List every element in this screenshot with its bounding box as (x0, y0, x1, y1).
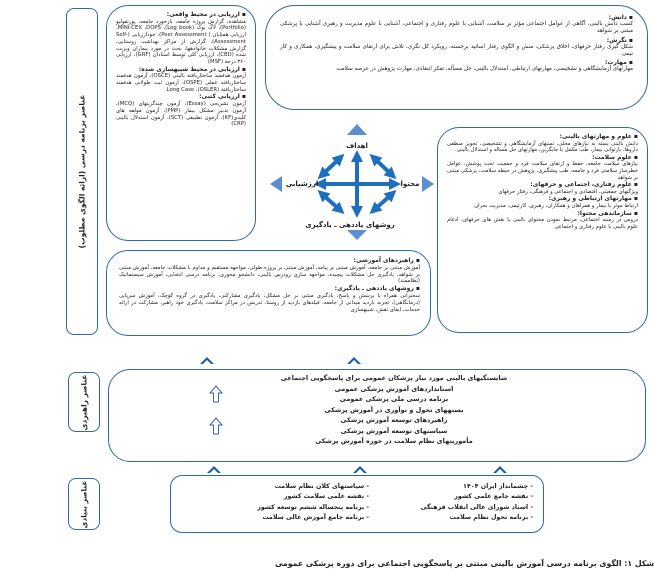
eval-text-sim: آزمون هدفمند ساختاریافته بالینی (OSCE)، آزمون هدفمند ساختاریافته عملی (OSPE)، آزمون ثبت طولانی هدفمند ساختاریافته (OSLER)، Long Case (116, 73, 247, 93)
diag-arrow-se (374, 194, 392, 210)
content-text-health: نیازهای سلامت جامعه، حفظ و ارتقای سلامت فرد و جمعیت تحت پوشش، عوامل خطرساز سلامتی فرد و جامعه، طب پیشگیری، پژوهش در حیطه سلامت، پزشکی مبتنی بر شواهد (447, 161, 638, 181)
foundational-item: - نقشه جامع علمی کشور (454, 493, 533, 501)
strategic-item: شایستگیهای بالینی مورد نیاز پزشکان عمومی برای پاسخگویی اجتماعی (280, 374, 508, 382)
foundational-item: - چشمانداز ایران ۱۴۰۴ (463, 483, 533, 490)
center-label-methods: روشهای یاددهی ـ یادگیری (305, 221, 395, 229)
center-label-goals: اهداف (346, 142, 368, 150)
strategic-box (108, 369, 646, 462)
strategic-item: راهبردهای توسعه آموزش پزشکی (340, 416, 448, 424)
strategic-item: بستههای تحول و نوآوری در آموزش پزشکی (324, 405, 464, 414)
triangle-down (347, 230, 367, 240)
foundational-item: - نقشه علمی سلامت کشور (283, 493, 369, 501)
cross-arrows (320, 156, 395, 212)
content-box (437, 127, 648, 333)
content-text-organization: دروس در زمینه اجتماعی، مرتبط نمودن محتوای بالینی با نقش های حرفهای، ادغام علوم بالینی با علوم رفتاری و اجتماعی (447, 217, 638, 230)
eval-text-written: آزمون تشریحی (Essay)، آزمون چندگزینهای (MCQ)، آزمون تدبیر مشکل بیمار (PMP)، آزمون مولفه های کلیدی(KF)، آزمون تطبیقی (SCT)، آزمون استدلال بالینی (CRP) (116, 101, 247, 128)
diag-arrow-nw (374, 158, 392, 175)
goals-text-skill: مهارتهای آزمایشگاهی و تشخیصی، مهارتهای ارتباطی، استدلال بالینی، حل مسأله، تفکر انتقادی، مهارت پژوهش در عرصه سلامت (336, 66, 633, 73)
side-label-strategic-text: عناصر راهبردی (79, 373, 89, 431)
chevron-up-icon (347, 356, 361, 364)
goals-text-attitude: شکل گیری رفتار حرفهای، اخلاق پزشکی، منش و الگوی رفتار اساتید برجسته، رویکرد کل نگری، تلاش برای ارتقای سلامت و پیشگیری، همکاری و کار تیمی (280, 43, 633, 58)
content-heading-health: ▪ علوم سلامت: (447, 155, 638, 162)
chevron-up-icon (207, 465, 221, 473)
content-text-clinical: دانش بالینی بسته به نیازهای محلی، تستهای آزمایشگاهی و تشخیصی، تجویز منطقی داروها، بازتوانی بیمار، طب مکمل یا جایگزین، مهارتهای حل مساله و استدلال بالینی. (447, 140, 638, 154)
hollow-arrow-up-icon (209, 417, 223, 435)
content-text-behavioral: ویژگیهای جمعیتی، اقتصادی و اجتماعی و فرهنگی، رفتار حرفهای (498, 188, 638, 195)
foundational-left-col (209, 482, 369, 523)
methods-box (106, 250, 431, 336)
foundational-item: - سیاستهای کلان نظام سلامت (274, 483, 369, 490)
eval-heading-real: ▪ ارزیابی در محیط واقعی: (116, 12, 246, 19)
chevron-up-icon (493, 465, 507, 473)
strategic-item: استانداردهای آموزش پزشکی عمومی (334, 384, 454, 393)
side-label-foundational (68, 478, 100, 530)
side-label-strategic (68, 372, 100, 432)
content-heading-clinical: ▪ علوم و مهارتهای بالینی: (447, 134, 638, 141)
methods-text-teaching: سخنرانی همراه با پرسش و پاسخ، یادگیری مبتنی بر حل مشکل، یادگیری مشارکتی، یادگیری در گروه کوچک، آموزش سرپایی (درمانگاهی)، تجربه بازدید میدانی از جامعه، فیلدهای بازدید از روستا، تدریس در مراکز سلامت، یادگیری خود راهبر، مشارکت در ارائه خدمات، ایفای نقش، شبیهسازی (119, 292, 420, 313)
goals-heading-attitude: ▪ نگرش: (280, 37, 633, 44)
side-label-curriculum-text: عناصر برنامه درسی (ارائه الگوی مطلوب) (77, 94, 87, 249)
eval-heading-sim: ▪ ارزیابی در محیط شبیهسازی شده: (116, 67, 246, 74)
side-label-foundational-text: عناصر بنیادی (79, 479, 89, 529)
goals-section (280, 14, 633, 74)
methods-text-strategies: آموزش مبتنی بر جامعه، آموزش مبتنی بر پیامد، آموزش مبتنی بر پروژه طولی، مواجهه مستقیم و مداوم با مشکلات جامعه، آموزش مبتنی بر شواهد، یادگیری حل مشکلات پیچیده، مواجهه سازی زودرس بالینی، دانشجو محوری، برنامه درسی انتخابی، آموزش سیستماتیک (نظاممند) (119, 264, 420, 285)
content-heading-behavioral: ▪ علوم رفتاری، اجتماعی و حرفهای: (447, 182, 638, 189)
chevron-up-icon (353, 465, 367, 473)
foundational-right-col (368, 482, 533, 523)
foundational-item: - برنامه تحول نظام سلامت (449, 513, 533, 521)
diag-arrow-ne (322, 158, 340, 175)
goals-heading-knowledge: ▪ دانش: (280, 14, 633, 21)
foundational-item: - برنامه جامع آموزش عالی سلامت (262, 513, 369, 521)
triangle-left (270, 176, 282, 192)
eval-heading-written: ▪ ارزیابی کتبی: (116, 94, 246, 101)
content-text-communication: ارتباط موثر با بیمار و همراهان و همکاران، رهبری، کارتیمی، مدیریت بحران (474, 202, 638, 209)
triangle-up (347, 124, 367, 135)
side-label-curriculum (66, 8, 98, 335)
goals-text-knowledge: کسب دانش بالینی، آگاهی از عوامل اجتماعی مؤثر بر سلامت، آشنایی با علوم رفتاری و اجتماعی، آشنایی با علوم مدیریت و رهبری آشنایی با پزشکی مبتنی بر شواهد (280, 21, 633, 35)
content-heading-organization: ▪ سازماندهی محتوا: (447, 211, 638, 218)
center-label-evaluation: ارزشیابی (285, 180, 319, 188)
diag-arrow-sw (322, 194, 340, 210)
eval-text-real: مشاهده، گزارش پروژه جامعه، بازخورد جامعه، پورتفولیو (Portfolio)، لاگ بوک (Log book)، MINI-CEX ،DOPS، ارزیابی همتایان ( Peer Assessment)، خودارزیابی (Self-Assessment)، گزارش از مراکز بهداشت روستایی، گزارش مشکلات خانوادهها، بحث در مورد بیماران ویزیت شده (CBD)، ارزیابی کلی توسط استادان (GRF)، ارزیابی ۳۶۰ درجه (MSF) (116, 18, 246, 65)
strategic-item: سیاستهای توسعه آموزش پزشکی (340, 426, 448, 435)
strategic-list (229, 373, 559, 447)
strategic-item: برنامه درسی ملی پزشکی عمومی (339, 395, 449, 403)
goals-heading-skill: ▪ مهارت: (280, 59, 633, 66)
foundational-box (170, 475, 544, 533)
foundational-item: - برنامه پنجساله ششم توسعه کشور (257, 503, 369, 511)
methods-heading-strategies: ▪ راهبردهای آموزشی: (119, 258, 420, 265)
figure-caption: شکل ۱: الگوی برنامه درسی آموزش بالینی مبتنی بر پاسخگویی اجتماعی برای دوره پزشکی عمومی (275, 559, 654, 568)
content-heading-communication: ▪ مهارتهای ارتباطی و رهبری: (447, 196, 638, 203)
hollow-arrow-up-icon (209, 385, 223, 403)
strategic-item: مأموریتهای نظام سلامت در حوزه آموزش پزشکی (315, 437, 473, 445)
foundational-item: - اسناد شورای عالی انقلاب فرهنگی (420, 503, 533, 511)
chevron-up-icon (200, 356, 214, 364)
methods-heading-teaching: ▪ روشهای یاددهی ـ یادگیری: (119, 286, 420, 293)
center-label-content: محتوا (400, 180, 420, 188)
evaluation-box (106, 5, 256, 241)
goals-box (265, 5, 648, 110)
